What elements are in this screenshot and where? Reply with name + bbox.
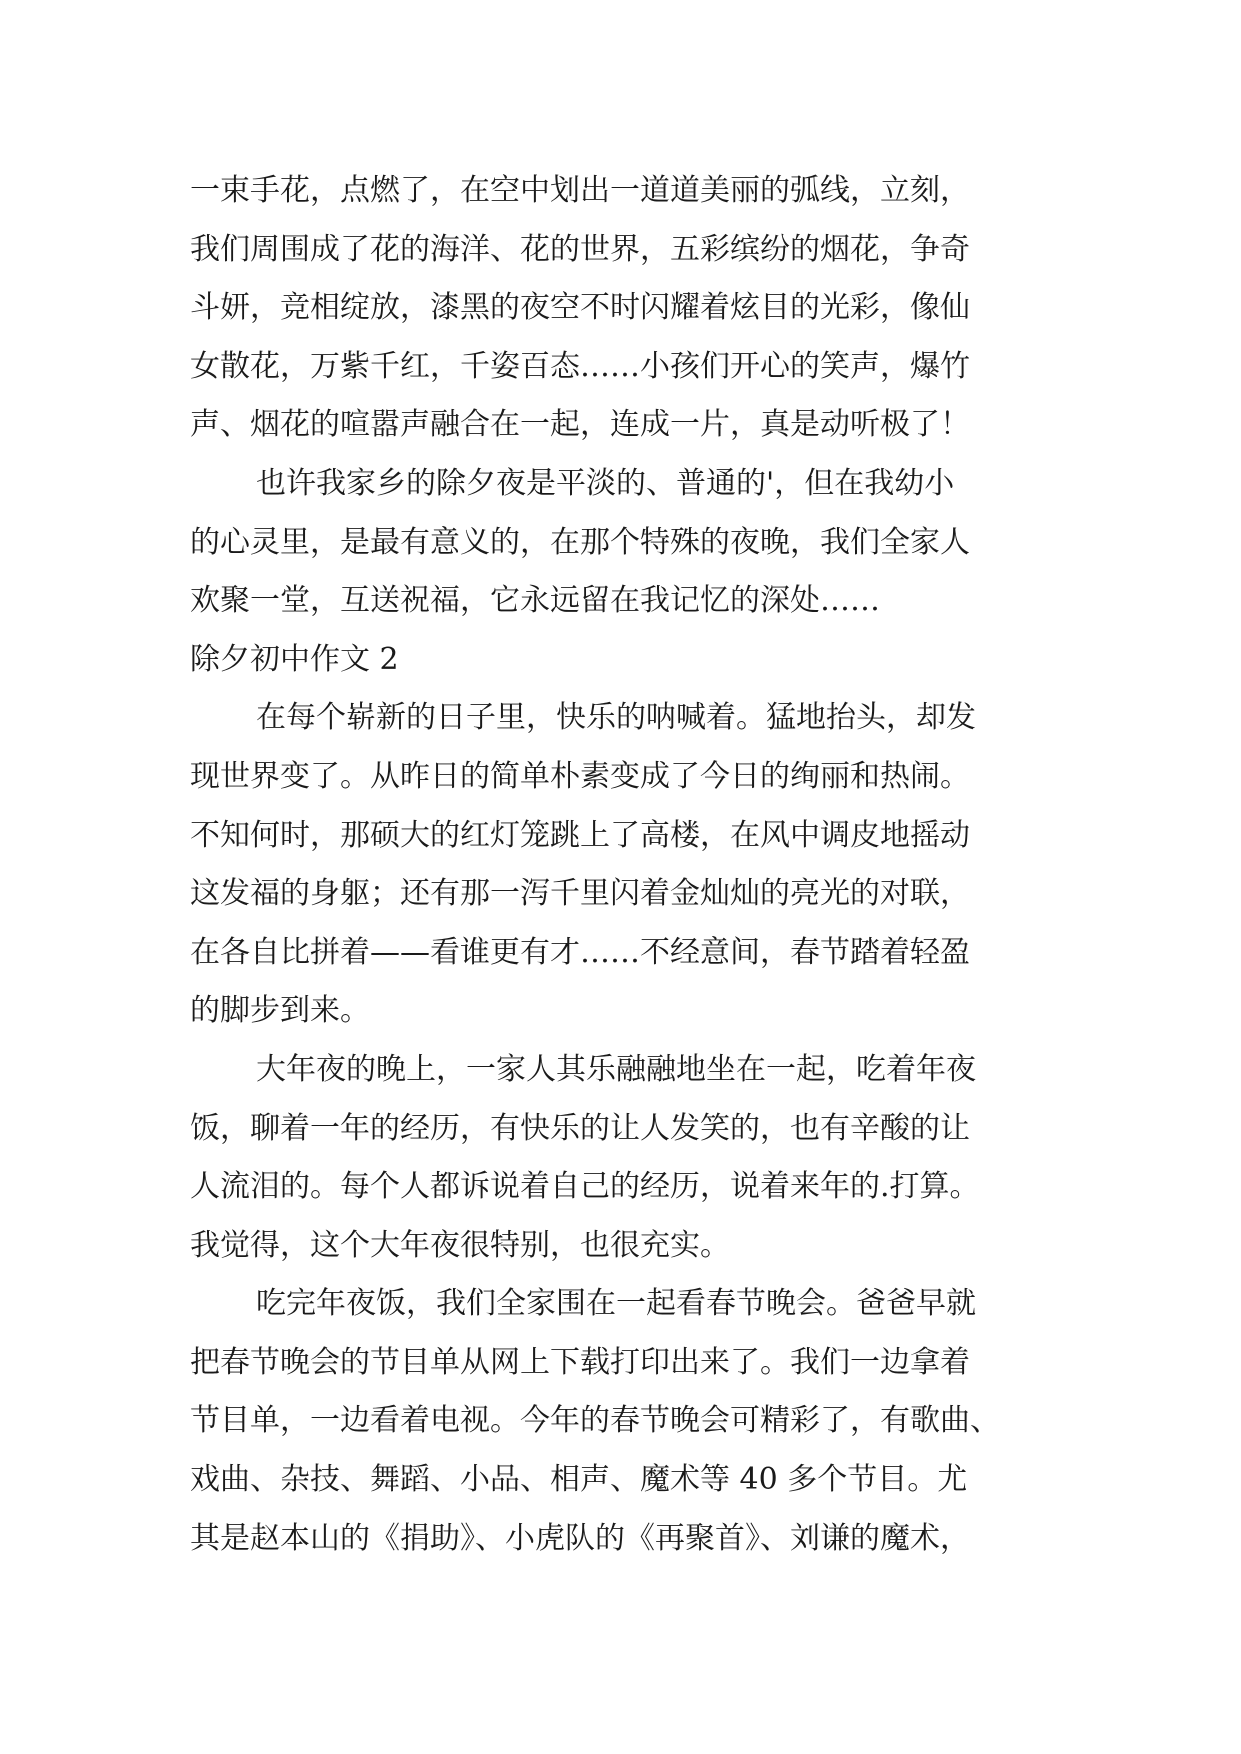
text-line: 人流泪的。每个人都诉说着自己的经历，说着来年的.打算。 xyxy=(190,1169,980,1205)
text-line: 其是赵本山的《捐助》、小虎队的《再聚首》、刘谦的魔术， xyxy=(190,1520,970,1556)
paragraph-new-day xyxy=(190,689,1070,1041)
text-line: 饭，聊着一年的经历，有快乐的让人发笑的，也有辛酸的让 xyxy=(190,1110,970,1146)
text-line-indented: 在每个崭新的日子里，快乐的呐喊着。猛地抬头，却发 xyxy=(256,700,976,736)
text-line-indented: 大年夜的晚上，一家人其乐融融地坐在一起，吃着年夜 xyxy=(256,1051,976,1087)
paragraph-new-year-eve xyxy=(190,1041,1070,1275)
text-line: 现世界变了。从昨日的简单朴素变成了今日的绚丽和热闹。 xyxy=(190,758,970,794)
paragraph-gala xyxy=(190,1275,1070,1568)
text-line-indented: 吃完年夜饭，我们全家围在一起看春节晚会。爸爸早就 xyxy=(256,1286,976,1322)
text-line: 的脚步到来。 xyxy=(190,993,370,1029)
text-line: 戏曲、杂技、舞蹈、小品、相声、魔术等 40 多个节目。尤 xyxy=(190,1462,968,1498)
text-line-indented: 也许我家乡的除夕夜是平淡的、普通的'，但在我幼小 xyxy=(256,465,955,501)
text-line: 这发福的身躯；还有那一泻千里闪着金灿灿的亮光的对联， xyxy=(190,876,970,912)
text-line: 一束手花，点燃了，在空中划出一道道美丽的弧线，立刻， xyxy=(190,173,970,208)
document-body xyxy=(190,162,1070,1568)
paragraph-memory xyxy=(190,455,1070,631)
text-line: 节目单，一边看着电视。今年的春节晚会可精彩了，有歌曲、 xyxy=(190,1403,1000,1439)
text-line: 我们周围成了花的海洋、花的世界，五彩缤纷的烟花，争奇 xyxy=(190,231,970,267)
text-line: 不知何时，那硕大的红灯笼跳上了高楼，在风中调皮地摇动 xyxy=(190,817,970,853)
text-line: 斗妍，竞相绽放，漆黑的夜空不时闪耀着炫目的光彩，像仙 xyxy=(190,290,970,326)
text-line: 声、烟花的喧嚣声融合在一起，连成一片，真是动听极了！ xyxy=(190,407,970,443)
text-line: 欢聚一堂，互送祝福，它永远留在我记忆的深处…… xyxy=(190,583,880,619)
text-line: 的心灵里，是最有意义的，在那个特殊的夜晚，我们全家人 xyxy=(190,524,970,560)
text-line: 女散花，万紫千红，千姿百态……小孩们开心的笑声，爆竹 xyxy=(190,348,970,384)
text-line: 把春节晚会的节目单从网上下载打印出来了。我们一边拿着 xyxy=(190,1344,970,1380)
text-line: 在各自比拼着——看谁更有才……不经意间，春节踏着轻盈 xyxy=(190,934,970,970)
text-line: 我觉得，这个大年夜很特别，也很充实。 xyxy=(190,1227,730,1263)
essay-heading: 除夕初中作文 2 xyxy=(190,641,399,677)
paragraph-fireworks xyxy=(190,162,1070,455)
